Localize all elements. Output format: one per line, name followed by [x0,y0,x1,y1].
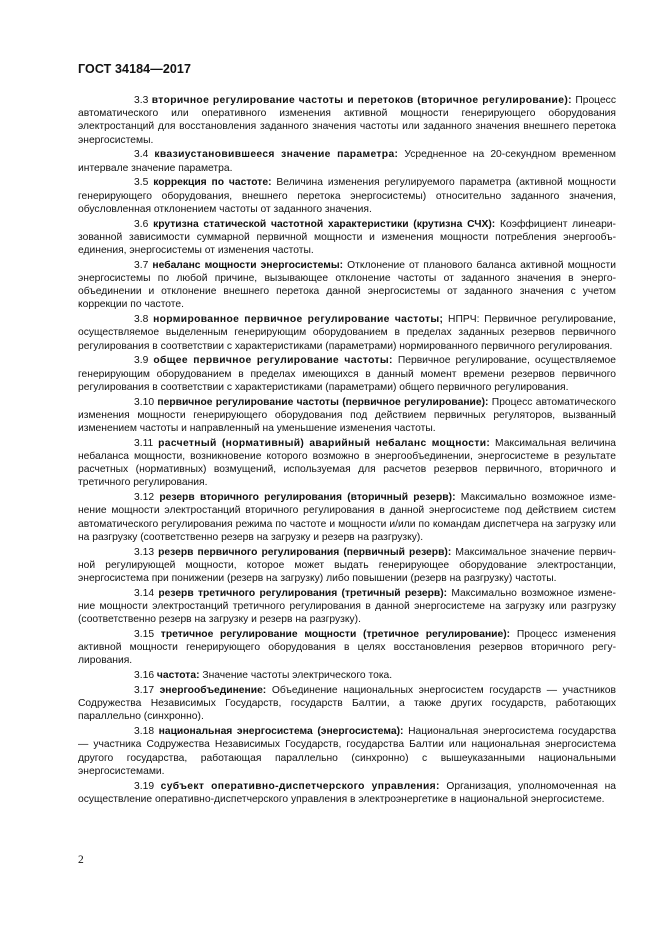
definition-text: Усредненное на 20-секундном временном интервале значение параметра. [78,149,616,174]
clause-number: 3.3 [134,95,149,106]
definition-text: Коэффициент линеаризованной зависимости суммарной первичной мощности и изменения мощности потребления энергообъединения, энергосистемы от изменения частоты. [78,218,616,257]
definition-text: НПРЧ: Первичное регулирование, осуществляемое выделенным генерирующим оборудованием в пределах заданных резервов первичного регулирования в соответствии с характеристиками (параметрами) нормированного первичного регулирования. [78,314,616,352]
term: небаланс мощности энергосистемы: [152,259,344,271]
term: нормированное первичное регулирование частоты; [153,314,444,326]
definition-text: Первичное регулирование, осуществляемое генерирующим оборудованием в пределах имеющихся в данный момент времени резервов первичного регулирования в соответствии с характеристиками (параметрами) общего первичного регулирования. [78,355,616,393]
term: частота: [156,670,200,682]
clause-number: 3.10 [134,396,155,408]
clause-number: 3.12 [134,492,155,504]
definition-3-13 [78,546,616,586]
clause-number: 3.8 [134,314,149,326]
term: вторичное регулирование частоты и перетоков (вторичное регулирование): [151,95,572,106]
definitions-list [78,94,616,808]
definition-text: Процесс автоматического или оперативного изменения активной мощности генерирующего оборудования электростанций для восстановления заданного значения частоты или заданного значения внешнего перетока энергосистемы. [78,95,616,146]
definition-3-18 [78,725,616,778]
definition-3-3 [78,94,616,147]
term: общее первичное регулирование частоты: [153,355,393,367]
term: третичное регулирование мощности (третичное регулирование): [160,629,511,641]
definition-3-7 [78,259,616,312]
definition-3-11 [78,437,616,490]
definition-text: Максимальная величина небаланса мощности, возникновение которого возможно в энергообъединении, энергосистеме в результате расчетных (нормативных) возмущений, используемая для расчетов резервов первичного, вторичного и третичного регулирования. [78,437,616,489]
clause-number: 3.15 [134,629,155,641]
definition-3-12 [78,491,616,544]
definition-3-4 [78,148,616,174]
term: резерв первичного регулирования (первичный резерв): [158,546,452,558]
definition-3-5 [78,176,616,216]
clause-number: 3.5 [134,177,149,189]
clause-number: 3.19 [134,780,155,792]
definition-3-19 [78,780,616,806]
term: национальная энергосистема (энергосистема): [158,726,404,738]
definition-3-8 [78,313,616,353]
definition-3-17 [78,684,616,724]
definition-text: Максимально возможное изменение мощности электростанций вторичного регулирования в данной энергосистеме под действием систем автоматического регулирования режима по частоте и мощности и/или по командам диспетчера на загрузку или на разгрузку (соответственно резерв на загрузку и резерв на разгрузку). [78,492,616,543]
definition-text: Максимально возможное изменение мощности электростанций третичного регулирования в данной энергосистеме на загрузку или разгрузку (соответственно резерв на загрузку и резерв на разгрузку). [78,587,616,626]
clause-number: 3.14 [134,587,155,599]
definition-3-15 [78,628,616,668]
definition-3-6 [78,218,616,258]
term: субъект оперативно-диспетчерского управления: [160,780,440,792]
definition-3-14 [78,587,616,627]
term: энергообъединение: [159,685,267,697]
definition-text: Максимальное значение первичной регулирующей мощности, которое может выдать генерирующее оборудование электростанции, энергосистема при понижении (резерв на загрузку) либо повышении (резерв на разгрузку) частоты. [78,546,616,585]
clause-number: 3.6 [134,218,149,230]
definition-text: Процесс автоматического изменения мощности генерирующего оборудования под действием первичных регуляторов, вызванный изменением частоты и направленный на уменьшение изменения частоты. [78,396,616,435]
page-number: 2 [78,854,84,866]
definition-text: Значение частоты электрического тока. [202,670,393,682]
definition-text: Отклонение от планового баланса активной мощности энергосистемы по любой причине, вызывающее отклонение частоты от заданного значения в энергообъединении и отклонение внешнего перетока данной энергосистемы от заданного значения с учетом коррекции по частоте. [78,259,616,311]
term: первичное регулирование частоты (первичное регулирование): [157,396,489,408]
definition-text: Величина изменения регулируемого параметра (активной мощности генерирующего оборудования, внешнего перетока энергосистемы) относительно заданного значения, обусловленная отклонением частоты от заданного значения. [78,177,616,215]
term: расчетный (нормативный) аварийный небаланс мощности: [158,437,491,449]
definition-3-9 [78,354,616,394]
term: резерв вторичного регулирования (вторичный резерв): [159,492,456,504]
definition-text: Объединение национальных энергосистем государств — участников Содружества Независимых Государств, государств Балтии, а также других государств, работающих параллельно (синхронно). [78,685,616,723]
term: коррекция по частоте: [153,177,272,189]
clause-number: 3.13 [134,546,155,558]
definition-3-10 [78,396,616,436]
term: квазиустановившееся значение параметра: [154,149,399,161]
clause-number: 3.7 [134,259,149,271]
clause-number: 3.9 [134,355,149,367]
definition-text: Процесс изменения активной мощности генерирующего оборудования в целях восстановления резервов вторичного регулирования. [78,629,616,667]
clause-number: 3.4 [134,149,149,161]
clause-number: 3.18 [134,726,155,738]
term: крутизна статической частотной характеристики (крутизна СЧХ): [153,218,496,230]
definition-text: Национальная энергосистема государства — участника Содружества Независимых Государств, государства Балтии или национальная энергосистема другого государства, работающая параллельно (синхронно) с вышеуказанными национальными энергосистемами. [78,726,616,777]
clause-number: 3.16 [134,670,155,682]
definition-text: Организация, уполномоченная на осуществление оперативно-диспетчерского управления в электроэнергетике в национальной энергосистеме. [78,780,616,805]
term: резерв третичного регулирования (третичный резерв): [158,587,448,599]
clause-number: 3.17 [134,685,155,697]
clause-number: 3.11 [134,437,154,449]
document-header: ГОСТ 34184—2017 [78,62,192,76]
definition-3-16 [78,669,616,682]
